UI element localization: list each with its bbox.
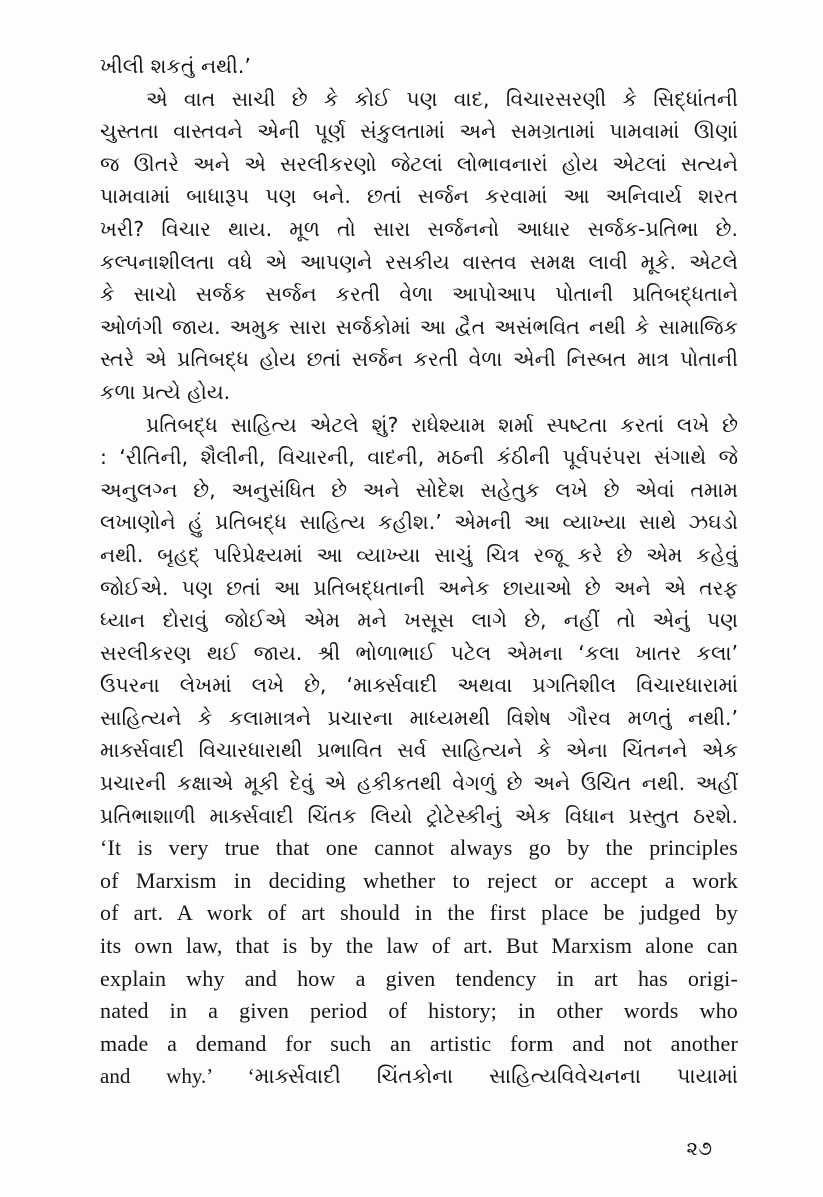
text-line: પ્રતિબદ્ધ સાહિત્ય એટલે શું? રાધેશ્યામ શર્મા સ્પષ્ટતા કરતાં લખે છે (146, 412, 738, 437)
text-line: made a demand for such an artistic form and not another (100, 1030, 738, 1056)
text-line: જ ઊતરે અને એ સરલીકરણો જેટલાં લોભાવનારાં હોય એટલાં સત્યને (100, 151, 738, 176)
text-line: ઉપરના લેખમાં લખે છે, ‘માર્ક્સવાદી અથવા પ્રગતિશીલ વિચારધારામાં (100, 673, 738, 698)
text-line: its own law, that is by the law of art. But Marxism alone can (100, 933, 738, 959)
page-number: ૨૭ (686, 1136, 712, 1160)
text-line: એ વાત સાચી છે કે કોઈ પણ વાદ, વિચારસરણી કે સિદ્ધાંતની (146, 86, 738, 111)
text-line: ખીલી શકતું નથી.’ (100, 54, 251, 78)
text-line: ઓળંગી જાય. અમુક સારા સર્જકોમાં આ દ્વૈત અસંભવિત નથી કે સામાજિક (100, 314, 738, 339)
text-line: કલ્પનાશીલતા વધે એ આપણને રસકીય વાસ્તવ સમક્ષ લાવી મૂકે. એટલે (100, 249, 738, 274)
text-line: of art. A work of art should in the first place be judged by (100, 900, 738, 926)
text-line: સ્તરે એ પ્રતિબદ્ધ હોય છતાં સર્જન કરતી વેળા એની નિસ્બત માત્ર પોતાની (100, 347, 738, 372)
text-line: માર્ક્સવાદી વિચારધારાથી પ્રભાવિત સર્વ સાહિત્યને કે એના ચિંતનને એક (100, 738, 738, 763)
text-line: ખરી? વિચાર થાય. મૂળ તો સારા સર્જનનો આધાર સર્જક-પ્રતિભા છે. (100, 216, 738, 241)
text-line: સાહિત્યને કે કલામાત્રને પ્રચારના માધ્યમથી વિશેષ ગૌરવ મળતું નથી.’ (100, 705, 738, 730)
text-line: પ્રચારની કક્ષાએ મૂકી દેવું એ હકીકતથી વેગળું છે અને ઉચિત નથી. અહીં (100, 771, 738, 796)
text-line: : ‘રીતિની, શૈલીની, વિચારની, વાદની, મઠની કંઠીની પૂર્વપરંપરા સંગાથે જે (100, 445, 738, 470)
text-line: સરલીકરણ થઈ જાય. શ્રી ભોળાભાઈ પટેલ એમના ‘કલા ખાતર કલા’ (100, 640, 738, 665)
text-line: લખાણોને હું પ્રતિબદ્ધ સાહિત્ય કહીશ.’ એમની આ વ્યાખ્યા સાથે ઝઘડો (100, 510, 738, 535)
text-line: nated in a given period of history; in other words who (100, 998, 738, 1024)
text-block (100, 50, 738, 1093)
text-line: નથી. બૃહદ્ પરિપ્રેક્ષ્યમાં આ વ્યાખ્યા સાચું ચિત્ર રજૂ કરે છે એમ કહેવું (100, 542, 738, 567)
text-line: પામવામાં બાધારૂપ પણ બને. છતાં સર્જન કરવામાં આ અનિવાર્ય શરત (100, 184, 738, 209)
text-line: ચુસ્તતા વાસ્તવને એની પૂર્ણ સંકુલતામાં અને સમગ્રતામાં પામવામાં ઊણાં (100, 119, 738, 144)
text-line: કે સાચો સર્જક સર્જન કરતી વેળા આપોઆપ પોતાની પ્રતિબદ્ધતાને (100, 282, 738, 307)
text-line: ‘It is very true that one cannot always go by the principles (100, 835, 738, 861)
text-line: of Marxism in deciding whether to reject or accept a work (100, 867, 738, 893)
text-line: and why.’ ‘માર્ક્સવાદી ચિંતકોના સાહિત્યવિવેચનના પાયામાં (100, 1064, 738, 1089)
text-line: કળા પ્રત્યે હોય. (100, 379, 231, 404)
text-line: explain why and how a given tendency in art has origi- (100, 965, 738, 991)
text-line: પ્રતિભાશાળી માર્ક્સવાદી ચિંતક લિયો ટ્રોટેસ્કીનું એક વિધાન પ્રસ્તુત ઠરશે. (100, 803, 738, 828)
text-line: જોઈએ. પણ છતાં આ પ્રતિબદ્ધતાની અનેક છાયાઓ છે અને એ તરફ (100, 575, 738, 600)
text-line: ધ્યાન દોરાવું જોઈએ એમ મને ખસૂસ લાગે છે, નહીં તો એનું પણ (100, 608, 738, 633)
text-line: અનુલગ્ન છે, અનુસંધિત છે અને સોદેશ સહેતુક લખે છે એવાં તમામ (100, 477, 738, 502)
